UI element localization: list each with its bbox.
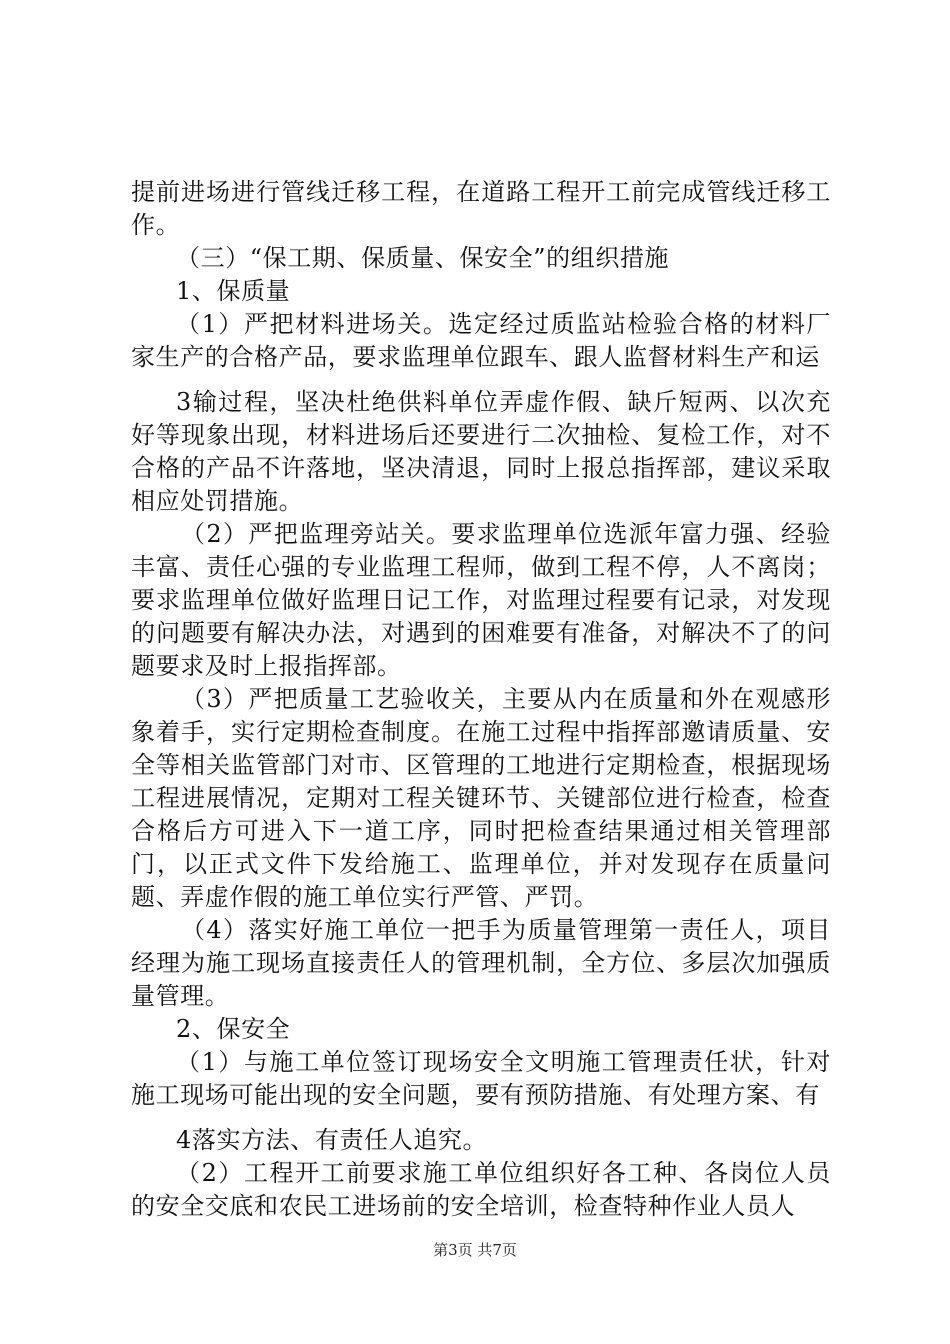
paragraph-supervision-station: （2）严把监理旁站关。要求监理单位选派年富力强、经验丰富、责任心强的专业监理工程师，做到工程不停，人不离岗；要求监理单位做好监理日记工作，对监理过程要有记录，对发现的问题要有解决办法，对遇到的困难要有准备，对解决不了的问题要求及时上报指挥部。 — [131, 520, 831, 680]
paragraph-safety-training: （2）工程开工前要求施工单位组织好各工种、各岗位人员的安全交底和农民工进场前的安全培训，检查特种作业人员人 — [131, 1159, 831, 1220]
paragraph-transport-process: 3输过程，坚决杜绝供料单位弄虚作假、缺斤短两、以次充好等现象出现，材料进场后还要进行二次抽检、复检工作，对不合格的产品不许落地，坚决清退，同时上报总指挥部，建议采取相应处罚措施。 — [131, 388, 831, 515]
paragraph-safety-contract: （1）与施工单位签订现场安全文明施工管理责任状，针对施工现场可能出现的安全问题，要有预防措施、有处理方案、有 — [131, 1048, 831, 1109]
document-body — [131, 176, 831, 1223]
subheading-quality: 1、保质量 — [176, 277, 291, 305]
paragraph-quality-acceptance: （3）严把质量工艺验收关，主要从内在质量和外在观感形象着手，实行定期检查制度。在施工过程中指挥部邀请质量、安全等相关监管部门对市、区管理的工地进行定期检查，根据现场工程进展情况，定期对工程关键环节、关键部位进行检查，检查合格后方可进入下一道工序，同时把检查结果通过相关管理部门，以正式文件下发给施工、监理单位，并对发现存在质量问题、弄虚作假的施工单位实行严管、严罚。 — [131, 685, 831, 911]
paragraph-material-entry: （1）严把材料进场关。选定经过质监站检验合格的材料厂家生产的合格产品，要求监理单位跟车、跟人监督材料生产和运 — [131, 310, 831, 371]
paragraph-responsibility: （4）落实好施工单位一把手为质量管理第一责任人，项目经理为施工现场直接责任人的管理机制，全方位、多层次加强质量管理。 — [131, 916, 831, 1010]
paragraph-pipeline-relocation: 提前进场进行管线迁移工程，在道路工程开工前完成管线迁移工作。 — [131, 178, 831, 239]
section-heading-organizational-measures: （三）“保工期、保质量、保安全”的组织措施 — [176, 244, 670, 272]
page-number-footer: 第3页 共7页 — [433, 1241, 517, 1259]
paragraph-implementation: 4落实方法、有责任人追究。 — [176, 1126, 488, 1154]
subheading-safety: 2、保安全 — [176, 1015, 291, 1043]
